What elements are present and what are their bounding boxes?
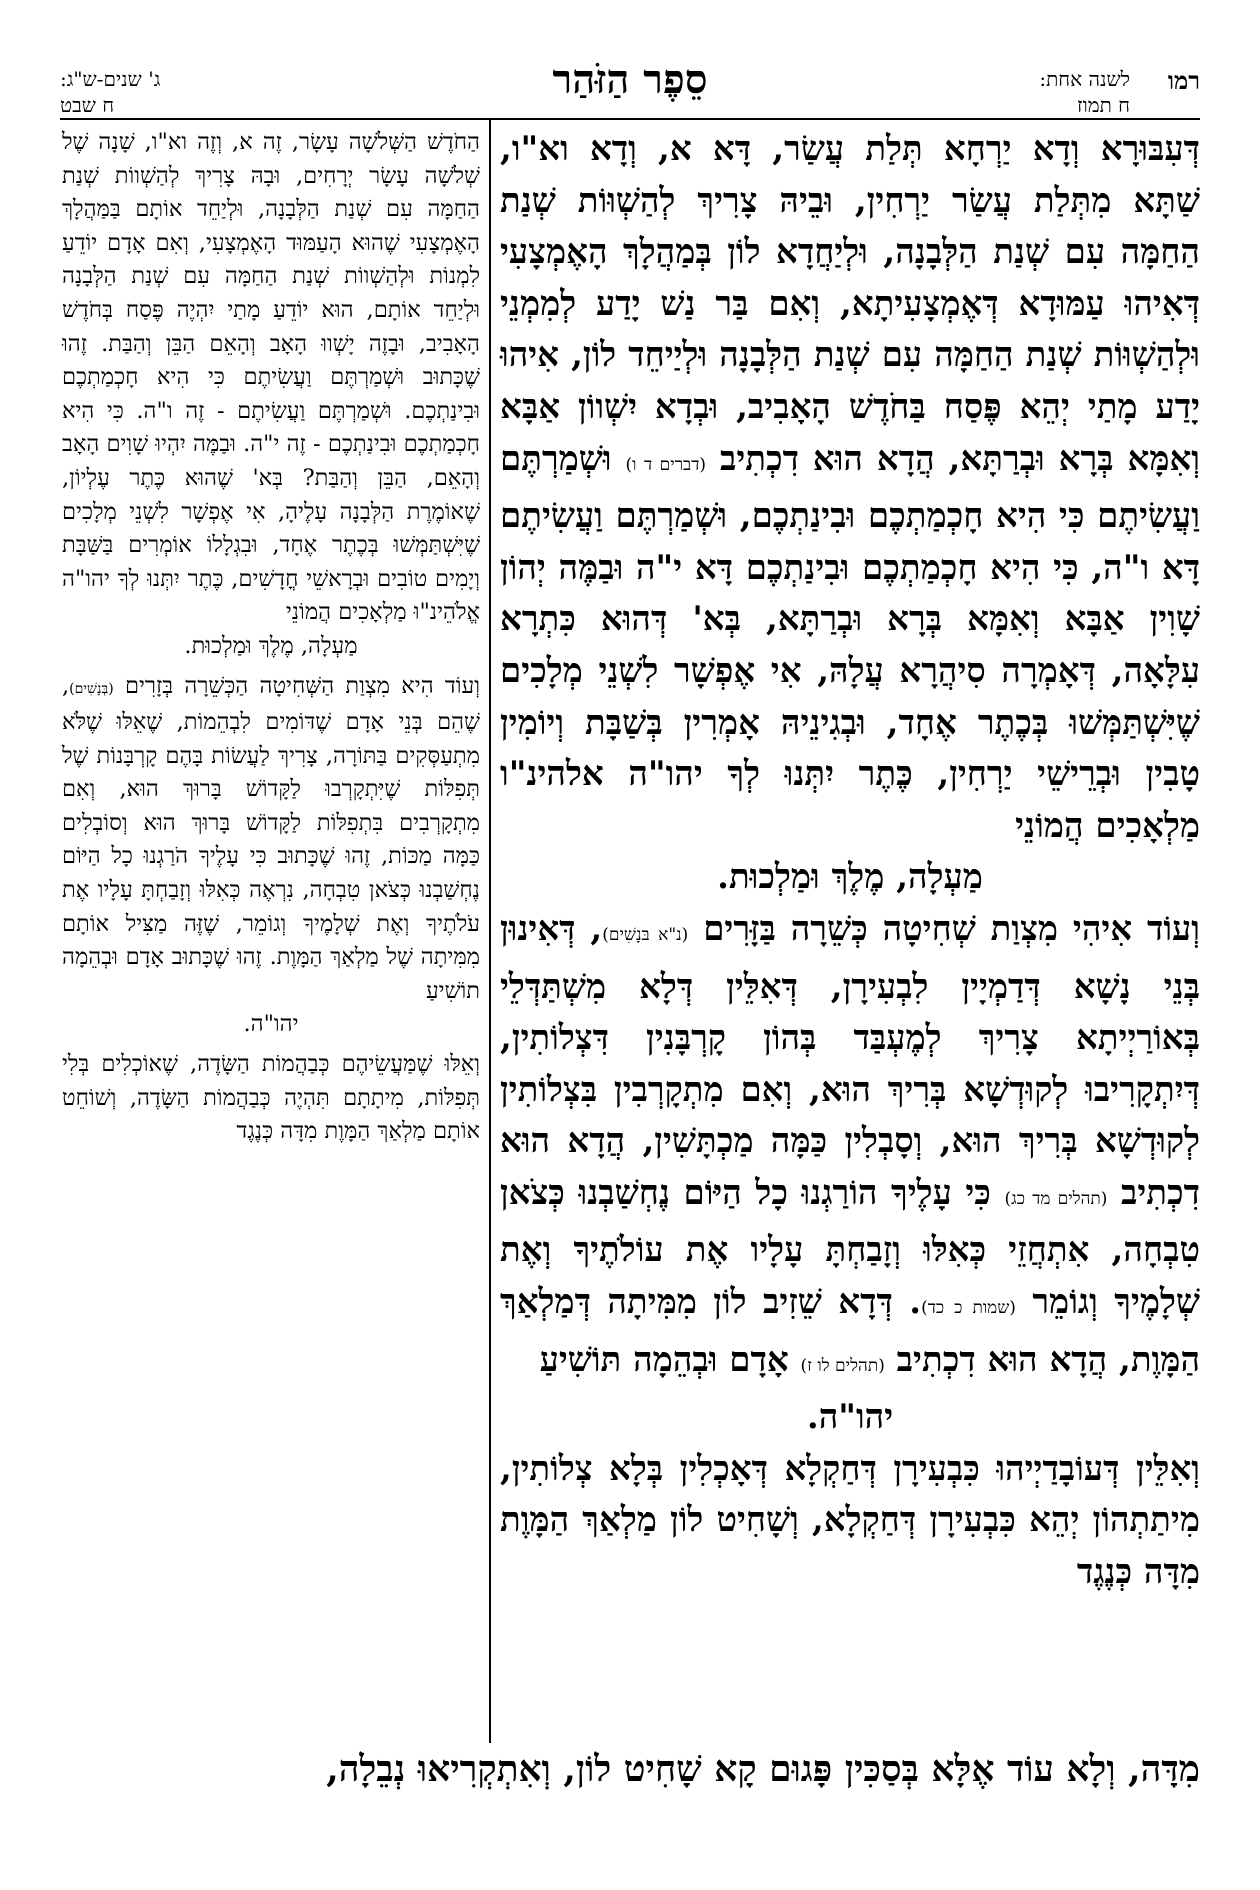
main-paragraph-3 [500,1444,1200,1599]
main-text-column [500,124,1200,1599]
footer-line: מִדָּה, וְלָא עוֹד אֶלָּא בְּסַכִּין פָּגוּם קָא שָׁחִיט לוֹן, וְאִתְקְרִיאוּ נְבֵלָה, [326,1748,1200,1790]
main-p2e-text: אָדָם וּבְהֵמָה תּוֹשִׁיעַ [539,1339,789,1380]
side-paragraph-1 [62,126,480,664]
side-s2-citation: (בְּנָשִׁים) [69,680,114,697]
side-s2b-text: , שֶׁהֵם בְּנֵי אָדָם שֶׁדּוֹמִים לִבְהֵמוֹת, שֶׁאֵלּוּ שֶׁלֹּא מִתְעַסְּקִים בַּתּוֹרָה, צָרִיךְ לַעֲשׂוֹת בָּהֶם קָרְבָּנוֹת שֶׁל תְּפִלּוֹת שֶׁיִּתְקָרְבוּ לַקָּדוֹשׁ בָּרוּךְ הוּא, וְאִם מִתְקָרְבִים בִּתְפִלּוֹת לַקָּדוֹשׁ בָּרוּךְ הוּא וְסוֹבְלִים כַּמָּה מַכּוֹת, זֶהוּ שֶׁכָּתוּב כִּי עָלֶיךָ הֹרַגְנוּ כָל הַיּוֹם נֶחְשַׁבְנוּ כְּצֹאן טִבְחָה, נִרְאֶה כְּאִלּוּ וְזָבַחְתָּ עָלָיו אֶת עֹלֹתֶיךָ וְאֶת שְׁלָמֶיךָ וְגוֹמֵר, שֶׁזֶּה מַצִּיל אוֹתָם מִמִּיתָה שֶׁל מַלְאַךְ הַמָּוֶת. זֶהוּ שֶׁכָּתוּב אָדָם וּבְהֵמָה תוֹשִׁיעַ [62,672,480,1004]
schedule-three-years [60,66,160,118]
translation-column [62,126,480,1149]
main-p2-end: יהו"ה. [806,1397,894,1438]
main-p2d-text: . דְּדָא שֵׁזִיב לוֹן מִמִּיתָה דְּמַלְאַךְ הַמָּוֶת, הֲדָא הוּא דִכְתִיב [500,1282,1200,1380]
side-s1-text: הַחֹדֶשׁ הַשְּׁלֹשָׁה עָשָׂר, זֶה א, וְזֶה וא"ו, שָׁנָה שֶׁל שְׁלֹשָׁה עָשָׂר יְרָחִים, וּבָהּ צָרִיךְ לְהַשְׁווֹת שְׁנַת הַחַמָּה עִם שְׁנַת הַלְּבָנָה, וּלְיַחֵד אוֹתָם בַּמַּהֲלָךְ הָאֶמְצָעִי שֶׁהוּא הָעַמּוּד הָאֶמְצָעִי, וְאִם אָדָם יוֹדֵעַ לִמְנוֹת וּלְהַשְׁווֹת שְׁנַת הַחַמָּה עִם שְׁנַת הַלְּבָנָה וּלְיַחֵד אוֹתָם, הוּא יוֹדֵעַ מָתַי יִהְיֶה פֶּסַח בְּחֹדֶשׁ הָאָבִיב, וּבָזֶה יָשְׁווּ הָאָב וְהָאֵם הַבֵּן וְהַבַּת. זֶהוּ שֶׁכָּתוּב וּשְׁמַרְתֶּם וַעֲשִׂיתֶם כִּי הִיא חָכְמַתְכֶם וּבִינַתְכֶם. וּשְׁמַרְתֶּם וַעֲשִׂיתֶם - זֶה ו"ה. כִּי הִיא חָכְמַתְכֶם וּבִינַתְכֶם - זֶה י"ה. וּבַמֶּה יִהְיוּ שָׁוִים הָאָב וְהָאֵם, הַבֵּן וְהַבַּת? בְּא' שֶׁהוּא כֶּתֶר עֶלְיוֹן, שֶׁאוֹמֶרֶת הַלְּבָנָה עָלֶיהָ, אִי אֶפְשָׁר לִשְׁנֵי מְלָכִים שֶׁיִּשְׁתַּמְּשׁוּ בְּכֶתֶר אֶחָד, וּבִגְלָלוֹ אוֹמְרִים בַּשַּׁבָּת וְיָמִים טוֹבִים וּבְרָאשֵׁי חֳדָשִׁים, כֶּתֶר יִתְּנוּ לְךָ יהו"ה אֱלֹהֵינ"וּ מַלְאָכִים הֲמוֹנֵי [62,129,480,626]
main-p2c-text: כִּי עָלֶיךָ הוֹרַגְנוּ כָל הַיּוֹם נֶחְשַׁבְנוּ כְּצֹאן טִבְחָה, אִתְחֲזֵי כְּאִלּוּ וְזָבַחְתָּ עָלָיו אֶת עוֹלֹתֶיךָ וְאֶת שְׁלָמֶיךָ וְגוֹמֵר [500,1172,1201,1323]
side-paragraph-3 [62,1048,480,1149]
main-p1b-text: וּשְׁמַרְתֶּם וַעֲשִׂיתֶם כִּי הִיא חָכְמַתְכֶם וּבִינַתְכֶם, וּשְׁמַרְתֶּם וַעֲשִׂיתֶם דָּא ו"ה, כִּי הִיא חָכְמַתְכֶם וּבִינַתְכֶם דָּא י"ה וּבַמֶּה יְהוֹן שָׁוִין אַבָּא וְאִמָּא בְּרָא וּבְרַתָּא, בְּא' דְּהוּא כִּתְרָא עִלָּאָה, דְּאָמְרָה סִיהֲרָא עֲלָהּ, אִי אֶפְשָׁר לִשְׁנֵי מְלָכִים שֶׁיִּשְׁתַּמְּשׁוּ בְּכֶתֶר אֶחָד, וּבְגִינֵיהּ אָמְרִין בְּשַׁבָּת וְיוֹמִין טָבִין וּבְרֵישֵׁי יַרְחִין, כֶּתֶר יִתְּנוּ לְךָ יהו"ה אלהינ"ו מַלְאָכִים הֲמוֹנֵי [500,438,1200,846]
side-s2-end: יהו"ה. [243,1011,299,1038]
main-p2-citation-2: (תהלים מד כג) [1004,1188,1108,1209]
main-p1-text: דְּעִבּוּרָא וְדָא יַרְחָא תְּלַת עֲשַׂר, דָּא א, וְדָא וא"ו, שַׁתָּא מִתְּלַת עֲשַׂר יַרְחִין, וּבֵיהּ צָרִיךְ לְהַשְׁוּוֹת שְׁנַת הַחַמָּה עִם שְׁנַת הַלְּבָנָה, וּלְיַחֲדָא לוֹן בְּמַהֲלָךְ הָאֶמְצָעִי דְּאִיהוּ עַמּוּדָא דְּאֶמְצָעִיתָא, וְאִם בַּר נַשׁ יָדַע לְמִמְנֵי וּלְהַשְׁוּוֹת שְׁנַת הַחַמָּה עִם שְׁנַת הַלְּבָנָה וּלְיַיחֵד לוֹן, אִיהוּ יָדַע מָתַי יְהֵא פֶּסַח בַּחֹדֶשׁ הָאָבִיב, וּבְדָא יִשְׁווֹן אַבָּא וְאִמָּא בְּרָא וּבְרַתָּא, הֲדָא הוּא דִכְתִיב [500,129,1200,479]
main-p2-citation-4: (תהלים לו ז) [800,1355,885,1376]
header-rule [60,118,1200,120]
schedule-three-years-date: ח שבט [60,93,115,117]
column-divider [489,118,491,1743]
page-code: רמו [1167,66,1200,95]
book-title: סֵפֶר הַזֹּהַר [552,56,708,103]
main-paragraph-1 [500,124,1200,904]
main-p1-citation: (דברים ד ו) [625,454,707,475]
main-p2-citation-3: (שמות כ כד) [921,1298,1016,1319]
schedule-one-year-date: ח תמוז [1077,93,1130,117]
schedule-one-year-label: לשנה אחת: [1039,67,1130,91]
main-paragraph-2 [500,904,1200,1444]
page-header [60,56,1200,117]
main-p2a-text: וְעוֹד אִיהִי מִצְוַת שְׁחִיטָה כְּשֵׁרָה בַּזָּרִים [703,908,1200,949]
main-p2-citation-1: (נ"א בּנָשִׁים) [602,924,689,945]
side-paragraph-2 [62,670,480,1043]
schedule-three-years-label: ג' שנים-ש"ג: [60,67,161,91]
side-s2a-text: וְעוֹד הִיא מִצְוַת הַשְּׁחִיטָה הַכְּשֵׁרָה בְּזָרִים [124,672,480,699]
side-s1-end: מַעְלָה, מֶלֶךְ וּמַלְכוּת. [184,632,358,659]
side-s3-text: וְאֵלּוּ שֶׁמַּעֲשֵׂיהֶם כְּבַהֲמוֹת הַשָּׂדֶה, שֶׁאוֹכְלִים בְּלִי תְּפִלּוֹת, מִיתָתָם תִּהְיֶה כְּבַהֲמוֹת הַשָּׂדֶה, וְשׁוֹחֵט אוֹתָם מַלְאַךְ הַמָּוֶת מִדָּה כְּנֶגֶד [62,1051,480,1145]
main-p3-text: וְאִלֵּין דְּעוֹבָדַיְיהוּ כִּבְעִירָן דְּחַקְלָא דְּאָכְלִין בְּלָא צְלוֹתִין, מִיתַתְהוֹן יְהֵא כִּבְעִירָן דְּחַקְלָא, וְשָׁחִיט לוֹן מַלְאַךְ הַמָּוֶת מִדָּה כְּנֶגֶד [500,1448,1200,1593]
main-p1-end: מַעְלָה, מֶלֶךְ וּמַלְכוּת. [717,857,983,898]
main-p2b-text: , דְּאִינוּן בְּנֵי נָשָׁא דְּדַמְיָין לִבְעִירָן, דְּאִלֵּין דְּלָא מִשְׁתַּדְּלֵי בְּאוֹרַיְיתָא צָרִיךְ לְמֶעְבַּד בְּהוֹן קָרְבָּנִין דִּצְלוֹתִין, דְּיִתְקָרִיבוּ לְקוּדְשָׁא בְּרִיךְ הוּא, וְאִם מִתְקָרְבִין בִּצְלוֹתִין לְקוּדְשָׁא בְּרִיךְ הוּא, וְסָבְלִין כַּמָּה מַכְתָּשִׁין, הֲדָא הוּא דִכְתִיב [500,908,1200,1213]
